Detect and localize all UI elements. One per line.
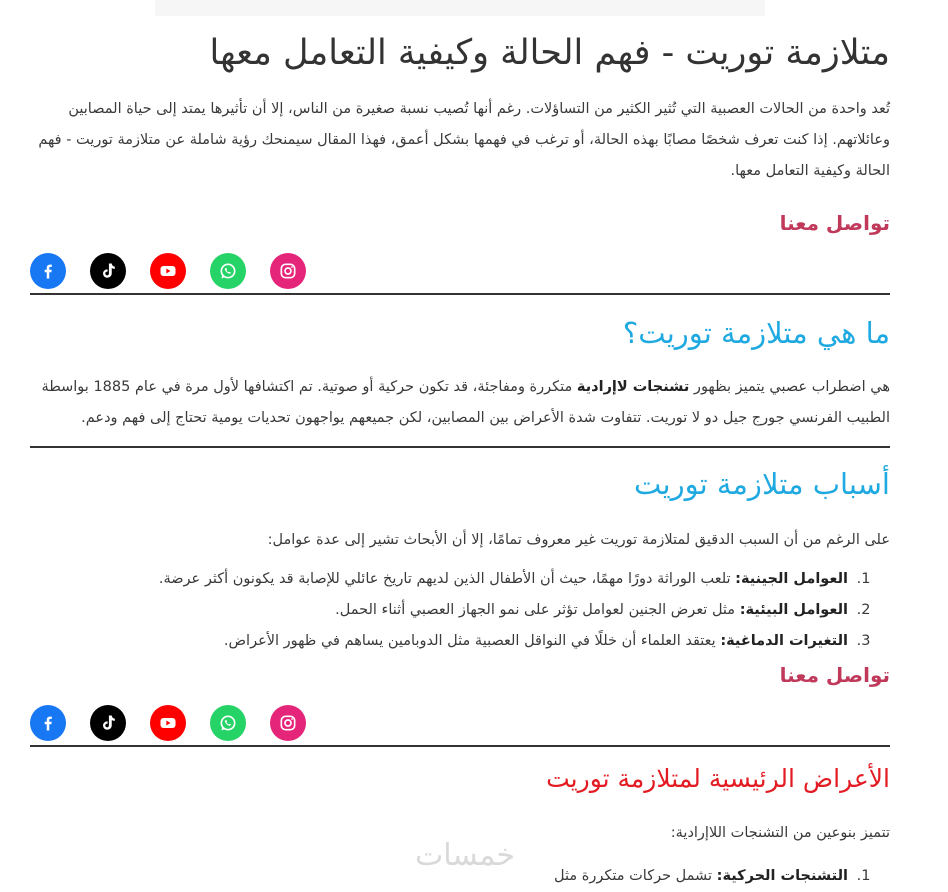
what-paragraph: [30, 372, 890, 434]
watermark-logo: خمسات: [415, 838, 516, 873]
item-text: تلعب الوراثة دورًا مهمًا، حيث أن الأطفال الذين لديهم تاريخ عائلي للإصابة قد يكونون أكثر عرضة.: [158, 571, 736, 588]
item-label: التغيرات الدماغية:: [720, 633, 848, 650]
youtube-icon[interactable]: [150, 253, 186, 289]
top-strip: [155, 0, 765, 16]
causes-heading: أسباب متلازمة توريت: [634, 467, 890, 502]
item-label: العوامل البيئية:: [739, 602, 848, 619]
item-label: التشنجات الحركية:: [716, 867, 848, 884]
causes-intro: على الرغم من أن السبب الدقيق لمتلازمة توريت غير معروف تمامًا، إلا أن الأبحاث تشير إلى عدة عوامل:: [267, 532, 890, 549]
item-text: مثل تعرض الجنين لعوامل تؤثر على نمو الجهاز العصبي أثناء الحمل.: [335, 602, 740, 619]
item-label: العوامل الجينية:: [735, 571, 848, 588]
contact-title-1: تواصل معنا: [779, 210, 890, 235]
instagram-icon[interactable]: [270, 705, 306, 741]
tiktok-icon[interactable]: [90, 253, 126, 289]
youtube-icon[interactable]: [150, 705, 186, 741]
whatsapp-icon[interactable]: [210, 253, 246, 289]
contact-title-2: تواصل معنا: [779, 663, 890, 688]
what-text-1: هي اضطراب عصبي يتميز بظهور: [689, 379, 890, 396]
symptoms-heading: الأعراض الرئيسية لمتلازمة توريت: [546, 764, 890, 794]
what-bold-term: تشنجات لاإرادية: [576, 379, 690, 396]
tiktok-icon[interactable]: [90, 705, 126, 741]
item-text: يعتقد العلماء أن خللًا في النواقل العصبية مثل الدوبامين يساهم في ظهور الأعراض.: [223, 633, 721, 650]
page-title: متلازمة توريت - فهم الحالة وكيفية التعامل معها: [209, 33, 890, 73]
causes-list: [30, 564, 890, 657]
social-row-1: [30, 253, 890, 295]
whatsapp-icon[interactable]: [210, 705, 246, 741]
what-heading: ما هي متلازمة توريت؟: [622, 315, 890, 350]
facebook-icon[interactable]: [30, 253, 66, 289]
what-text-2: متكررة ومفاجئة، قد تكون حركية أو صوتية. تم اكتشافها لأول مرة في عام 1885 بواسطة الطبيب الفرنسي جورج جيل دو لا توريت. تتفاوت شدة الأعراض بين المصابين، لكن جميعهم يواجهون تحديات يومية تحتاج إلى فهم ودعم.: [41, 379, 890, 427]
social-row-2: [30, 705, 890, 747]
item-text: تشمل حركات متكررة مثل: [554, 867, 717, 884]
intro-paragraph: تُعد واحدة من الحالات العصبية التي تُثير الكثير من التساؤلات. رغم أنها تُصيب نسبة صغيرة من الناس، إلا أن تأثيرها يمتد إلى حياة المصابين وعائلاتهم. إذا كنت تعرف شخصًا مصابًا بهذه الحالة، أو ترغب في فهمها بشكل أعمق، فهذا المقال سيمنحك رؤية شاملة عن متلازمة توريت - فهم الحالة وكيفية التعامل معها.: [38, 100, 890, 179]
article: [30, 24, 890, 892]
list-item: [30, 626, 852, 657]
list-item: [30, 564, 852, 595]
instagram-icon[interactable]: [270, 253, 306, 289]
symptoms-intro: تتميز بنوعين من التشنجات اللاإرادية:: [670, 824, 890, 841]
facebook-icon[interactable]: [30, 705, 66, 741]
divider-1: [30, 446, 890, 448]
list-item: [30, 595, 852, 626]
